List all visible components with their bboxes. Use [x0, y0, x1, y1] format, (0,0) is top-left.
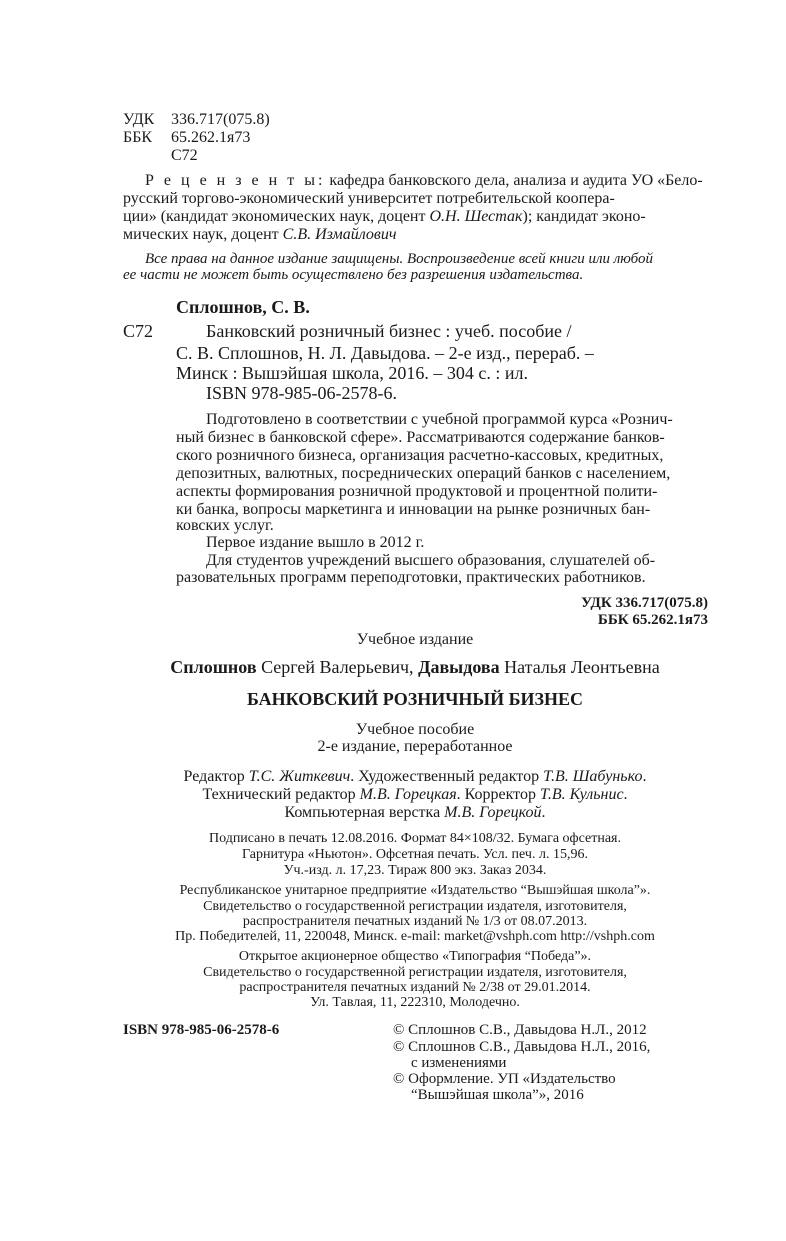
printer-line: распространителя печатных изданий № 2/38 от 29.01.2014. — [239, 980, 591, 995]
staff-punct: . — [642, 768, 647, 785]
reviewers-text-3a: ции» (кандидат экономических наук, доцент — [123, 208, 430, 225]
author1-surname: Сплошнов — [170, 657, 257, 677]
staff-line-2 — [0, 785, 786, 804]
proofreader-name: Т.В. Кульнис — [539, 786, 624, 803]
isbn-bottom: ISBN 978-985-06-2578-6 — [123, 1022, 280, 1038]
annotation-line: ки банка, вопросы маркетинга и инновации на рынке розничных бан- — [176, 501, 651, 518]
printer-line: Открытое акционерное общество «Типография “Победа”». — [238, 949, 592, 964]
annotation-line: ный бизнес в банковской сфере». Рассматриваются содержание банков- — [176, 429, 665, 446]
author-heading: Сплошнов, С. В. — [176, 297, 310, 317]
edition-type: Учебное издание — [356, 631, 474, 648]
rights-line-2: ее части не может быть осуществлено без разрешения издательства. — [123, 267, 584, 283]
book-subtitle: Учебное пособие — [355, 721, 475, 738]
edition-info: 2-е издание, переработанное — [317, 738, 513, 755]
reviewer-name-2: С.В. Измайлович — [282, 226, 397, 243]
rights-line-1: Все права на данное издание защищены. Воспроизведение всей книги или любой — [145, 251, 654, 267]
biblio-line-3: Минск : Вышэйшая школа, 2016. – 304 с. : ил. — [176, 363, 528, 383]
biblio-line-1: Банковский розничный бизнес : учеб. пособие / — [206, 321, 572, 341]
reviewers-text-3b: ); кандидат эконо- — [522, 208, 646, 225]
reviewers-line-2: русский торгово-экономический университет потребительской коопера- — [123, 190, 615, 207]
staff-line-3 — [0, 803, 786, 822]
biblio-isbn: ISBN 978-985-06-2578-6. — [206, 383, 397, 403]
reviewers-line-3 — [123, 207, 646, 226]
tech-editor-name: М.В. Горецкая — [359, 786, 457, 803]
publisher-line: распространителя печатных изданий № 1/3 от 08.07.2013. — [242, 914, 588, 929]
audience-line: Для студентов учреждений высшего образования, слушателей об- — [206, 552, 656, 569]
book-title: БАНКОВСКИЙ РОЗНИЧНЫЙ БИЗНЕС — [246, 689, 583, 709]
copyright-line: с изменениями — [411, 1055, 507, 1071]
first-edition-note: Первое издание вышло в 2012 г. — [206, 534, 425, 551]
staff-role: Технический редактор — [202, 786, 360, 803]
reviewers-text-1: кафедра банковского дела, анализа и аудита УО «Бело- — [329, 172, 703, 189]
copyright-line: © Оформление. УП «Издательство — [393, 1071, 616, 1087]
copyright-line: “Вышэйшая школа”», 2016 — [411, 1087, 584, 1103]
bbk-label: ББК — [123, 129, 153, 146]
bbk-value: 65.262.1я73 — [171, 129, 251, 146]
print-line: Гарнитура «Ньютон». Офсетная печать. Усл. печ. л. 15,96. — [242, 847, 588, 862]
staff-role: . Художественный редактор — [350, 768, 544, 785]
layout-name: М.В. Горецкой — [444, 804, 542, 821]
author1-names: Сергей Валерьевич, — [256, 657, 419, 677]
copyright-line: © Сплошнов С.В., Давыдова Н.Л., 2016, — [393, 1039, 651, 1055]
staff-punct: . — [541, 804, 546, 821]
udk-right: УДК 336.717(075.8) — [581, 595, 708, 611]
annotation-line: ского розничного бизнеса, организация расчетно-кассовых, кредитных, — [176, 447, 664, 464]
copyright-line: © Сплошнов С.В., Давыдова Н.Л., 2012 — [393, 1022, 647, 1038]
annotation-line: депозитных, валютных, посреднических операций банков с населением, — [176, 465, 671, 482]
staff-role: Редактор — [183, 768, 249, 785]
print-line: Подписано в печать 12.08.2016. Формат 84×108/32. Бумага офсетная. — [208, 831, 621, 846]
printer-line: Свидетельство о государственной регистрации издателя, изготовителя, — [203, 965, 627, 980]
reviewers-line-4 — [123, 225, 396, 244]
author-mark: С72 — [171, 147, 198, 164]
author2-surname: Давыдова — [418, 657, 500, 677]
reviewers-line-1 — [145, 171, 703, 190]
staff-role: Компьютерная верстка — [284, 804, 445, 821]
staff-punct: . — [623, 786, 628, 803]
publisher-line: Свидетельство о государственной регистрации издателя, изготовителя, — [203, 899, 627, 914]
print-line: Уч.-изд. л. 17,23. Тираж 800 экз. Заказ 2034. — [283, 863, 547, 878]
reviewers-label: Р е ц е н з е н т ы: — [145, 172, 326, 189]
annotation-line: ковских услуг. — [176, 517, 274, 534]
staff-line-1 — [0, 767, 786, 786]
editor-name: Т.С. Житкевич — [248, 768, 351, 785]
author2-names: Наталья Леонтьевна — [499, 657, 660, 677]
annotation-line: Подготовлено в соответствии с учебной программой курса «Рознич- — [206, 411, 673, 428]
annotation-line: аспекты формирования розничной продуктовой и процентной полити- — [176, 483, 658, 500]
publisher-contacts: Пр. Победителей, 11, 220048, Минск. e-mail: market@vshph.com http://vshph.com — [175, 929, 655, 944]
reviewers-text-4a: мических наук, доцент — [123, 226, 283, 243]
audience-line: разовательных программ переподготовки, практических работников. — [176, 569, 646, 586]
printer-address: Ул. Тавлая, 11, 222310, Молодечно. — [310, 995, 520, 1010]
reviewer-name-1: О.Н. Шестак — [429, 208, 523, 225]
bbk-right: ББК 65.262.1я73 — [597, 612, 708, 628]
biblio-line-2: С. В. Сплошнов, Н. Л. Давыдова. – 2-е изд., перераб. – — [176, 343, 594, 363]
authors-full — [0, 656, 786, 678]
udk-value: 336.717(075.8) — [171, 111, 270, 128]
publisher-line: Республиканское унитарное предприятие «Издательство “Вышэйшая школа”». — [179, 883, 651, 898]
art-editor-name: Т.В. Шабунько — [543, 768, 643, 785]
udk-label: УДК — [123, 111, 155, 128]
biblio-mark: С72 — [123, 321, 154, 341]
staff-role: . Корректор — [456, 786, 540, 803]
